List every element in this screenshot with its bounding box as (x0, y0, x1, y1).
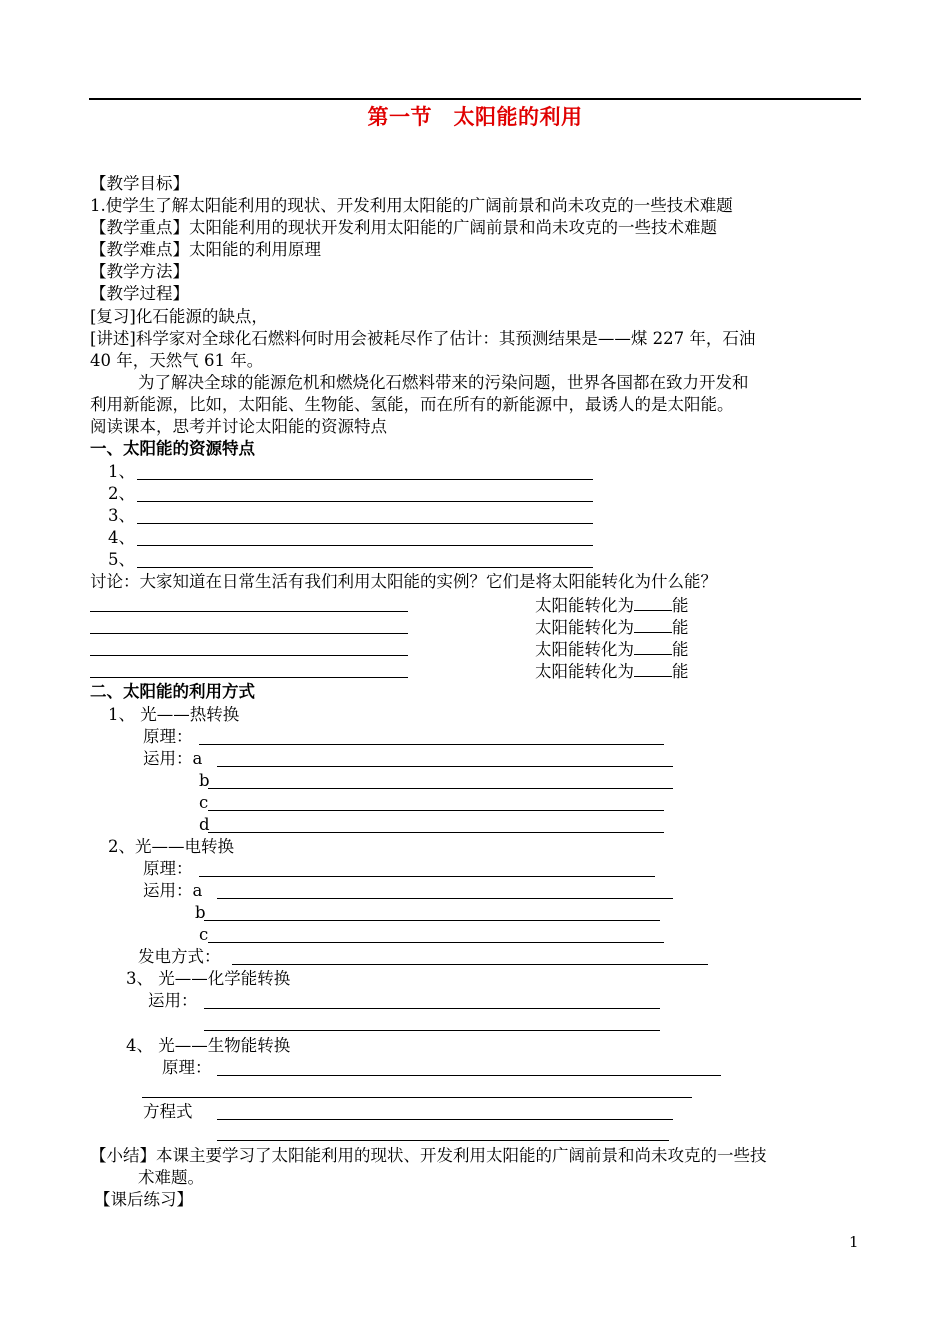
teaching-process: 【教学过程】 (90, 284, 189, 303)
s2-1-d: d (199, 815, 210, 834)
s2-1-principle: 原理： (143, 727, 193, 746)
teaching-methods: 【教学方法】 (90, 262, 189, 281)
s2-4-equation: 方程式 (143, 1102, 193, 1121)
answer-line (208, 832, 664, 833)
s2-1-c: c (199, 793, 209, 812)
summary-line-2: 术难题。 (138, 1168, 204, 1187)
lecture-line-2: 40 年，天然气 61 年。 (90, 351, 264, 370)
lecture-line-1: [讲述]科学家对全球化石燃料何时用会被耗尽作了估计：其预测结果是——煤 227 年，石油 (90, 329, 756, 348)
s2-2-principle: 原理： (143, 859, 193, 878)
answer-line (199, 744, 664, 745)
s2-2-b: b (195, 903, 206, 922)
answer-line (232, 964, 708, 965)
header-rule (89, 98, 861, 100)
answer-line (137, 567, 593, 568)
page-title: 第一节 太阳能的利用 (367, 104, 583, 129)
answer-line (204, 1030, 660, 1031)
section1-item-1: 1、 (108, 462, 135, 481)
s2-2-power-method: 发电方式： (138, 947, 221, 966)
discussion-question: 讨论：大家知道在日常生活有我们利用太阳能的实例？它们是将太阳能转化为什么能？ (90, 572, 717, 591)
conversion-row-4: 太阳能转化为 能 (535, 659, 689, 683)
homework-heading: 【课后练习】 (94, 1190, 193, 1209)
summary-line-1: 【小结】本课主要学习了太阳能利用的现状、开发利用太阳能的广阔前景和尚未攻克的一些技 (90, 1146, 767, 1165)
answer-line (137, 545, 593, 546)
section1-item-5: 5、 (108, 550, 135, 569)
answer-line (208, 788, 673, 789)
answer-line (204, 920, 660, 921)
s2-3-use: 运用： (148, 991, 198, 1010)
section1-item-4: 4、 (108, 528, 135, 547)
section1-item-2: 2、 (108, 484, 135, 503)
answer-line (199, 876, 655, 877)
answer-line (208, 942, 664, 943)
s2-1-use-a: 运用：a (143, 749, 203, 768)
answer-line (217, 1119, 673, 1120)
answer-line (142, 1097, 692, 1098)
section1-item-3: 3、 (108, 506, 135, 525)
answer-line (90, 611, 408, 612)
conversion-row-1: 太阳能转化为 能 (535, 593, 689, 617)
answer-line (137, 523, 593, 524)
s2-2-use-a: 运用：a (143, 881, 203, 900)
goal-item-1: 1.使学生了解太阳能利用的现状、开发利用太阳能的广阔前景和尚未攻克的一些技术难题 (90, 196, 733, 215)
answer-line (90, 655, 408, 656)
key-points: 【教学重点】太阳能利用的现状开发利用太阳能的广阔前景和尚未攻克的一些技术难题 (90, 218, 717, 237)
s2-2-c: c (199, 925, 209, 944)
conversion-row-3: 太阳能转化为 能 (535, 637, 689, 661)
s2-item-3: 3、 光——化学能转换 (126, 969, 291, 988)
s2-1-b: b (199, 771, 210, 790)
s2-item-1: 1、 光——热转换 (108, 705, 240, 724)
page-number: 1 (849, 1233, 859, 1251)
s2-item-2: 2、光——电转换 (108, 837, 234, 856)
conversion-row-2: 太阳能转化为 能 (535, 615, 689, 639)
answer-line (204, 1008, 660, 1009)
s2-4-principle: 原理： (162, 1058, 212, 1077)
paragraph-line-3: 阅读课本，思考并讨论太阳能的资源特点 (90, 417, 387, 436)
section2-heading: 二、太阳能的利用方式 (90, 682, 255, 701)
paragraph-line-2: 利用新能源，比如，太阳能、生物能、氢能，而在所有的新能源中，最诱人的是太阳能。 (90, 395, 734, 414)
answer-line (90, 677, 408, 678)
answer-line (217, 1140, 669, 1141)
s2-item-4: 4、 光——生物能转换 (126, 1036, 291, 1055)
answer-line (137, 501, 593, 502)
answer-line (137, 479, 593, 480)
answer-line (208, 810, 664, 811)
answer-line (217, 766, 673, 767)
section1-heading: 一、太阳能的资源特点 (90, 439, 255, 458)
answer-line (217, 1075, 721, 1076)
difficulties: 【教学难点】太阳能的利用原理 (90, 240, 321, 259)
paragraph-line-1: 为了解决全球的能源危机和燃烧化石燃料带来的污染问题，世界各国都在致力开发和 (138, 373, 749, 392)
goal-heading: 【教学目标】 (90, 174, 189, 193)
review-text: [复习]化石能源的缺点， (90, 307, 268, 326)
answer-line (217, 898, 673, 899)
answer-line (90, 633, 408, 634)
